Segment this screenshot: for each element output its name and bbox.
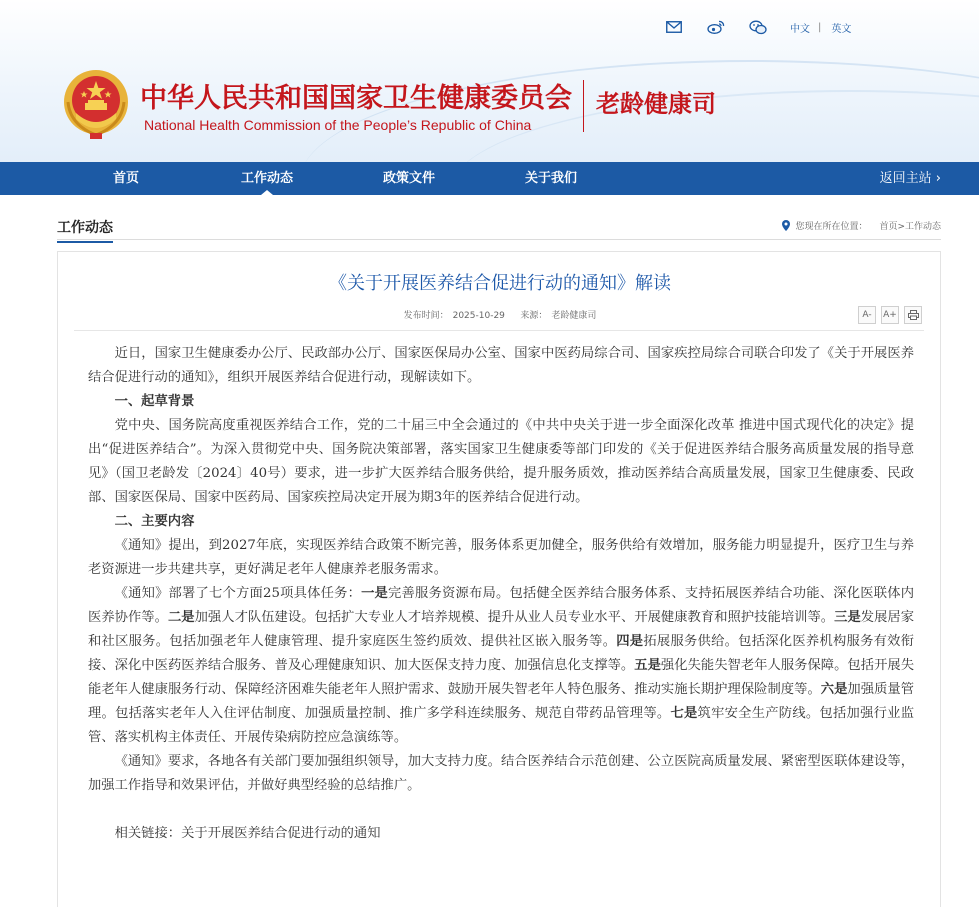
nav-about-us[interactable]: 关于我们 bbox=[525, 171, 578, 186]
task-text-5: 强化失能失智老年人服务保障。包括开展失能老年人健康服务行动、保障经济困难失能老年人照护需求、鼓励开展失智老年人特色服务、推动实施长期护理保险制度等。 bbox=[88, 658, 915, 697]
breadcrumb bbox=[782, 219, 941, 232]
printer-icon bbox=[908, 310, 919, 320]
paragraph-intro: 近日，国家卫生健康委办公厅、民政部办公厅、国家医保局办公室、国家中医药局综合司、国家疾控局综合司联合印发了《关于开展医养结合促进行动的通知》，组织开展医养结合促进行动，现解读如下。 bbox=[88, 346, 914, 385]
mail-icon[interactable] bbox=[664, 18, 684, 36]
article-panel bbox=[57, 251, 941, 907]
task-text-4: 拓展服务供给。包括深化医养机构服务有效衔接、深化中医药医养结合服务、普及心理健康知识、加大医保支持力度、加强信息化支撑等。 bbox=[88, 634, 915, 673]
publish-date: 2025-10-29 bbox=[452, 311, 505, 321]
task-key-5: 五是 bbox=[634, 658, 661, 673]
font-decrease-label: A- bbox=[862, 310, 872, 320]
return-main-site-link[interactable]: 返回主站 › bbox=[879, 171, 941, 186]
main-nav bbox=[0, 162, 979, 195]
paragraph-goals: 《通知》提出，到2027年底，实现医养结合政策不断完善，服务体系更加健全，服务供给有效增加，服务能力明显提升，医疗卫生与养老资源进一步共建共享，更好满足老年人健康养老服务需求。 bbox=[88, 538, 914, 577]
article-tools bbox=[853, 306, 922, 324]
section-title: 工作动态 bbox=[57, 217, 113, 243]
task-key-7: 七是 bbox=[670, 706, 698, 721]
breadcrumb-prefix: 您现在所在位置： bbox=[795, 222, 868, 232]
site-title-en: National Health Commission of the People’s Republic of China bbox=[144, 117, 532, 133]
task-key-3: 三是 bbox=[834, 610, 861, 625]
paragraph-background: 党中央、国务院高度重视医养结合工作，党的二十届三中全会通过的《中共中央关于进一步全面深化改革 推进中国式现代化的决定》提出“促进医养结合”。为深入贯彻党中央、国务院决策部署，落实国家卫生健康委等部门印发的《关于促进医养结合服务高质量发展的指导意见》（国卫老龄发〔2024〕40号）要求，进一步扩大医养结合服务供给，提升服务质效，推动医养结合高质量发展，国家卫生健康委、民政部、国家医保局、国家中医药局、国家疾控局决定开展为期3年的医养结合促进行动。 bbox=[88, 418, 914, 505]
section-divider bbox=[57, 239, 941, 240]
site-title[interactable]: 中华人民共和国国家卫生健康委员会 bbox=[140, 83, 572, 114]
article-divider bbox=[74, 330, 924, 331]
font-increase-label: A+ bbox=[883, 310, 897, 320]
related-label: 相关链接： bbox=[114, 826, 182, 841]
article-meta bbox=[58, 308, 942, 321]
heading-main-content: 二、主要内容 bbox=[114, 514, 195, 529]
task-text-2: 加强人才队伍建设。包括扩大专业人才培养规模、提升从业人员专业水平、开展健康教育和照护技能培训等。 bbox=[194, 610, 835, 625]
article-body bbox=[88, 342, 914, 846]
wechat-icon[interactable] bbox=[748, 18, 768, 36]
top-links bbox=[664, 18, 851, 36]
related-link[interactable]: 关于开展医养结合促进行动的通知 bbox=[181, 826, 381, 841]
task-key-6: 六是 bbox=[820, 682, 848, 697]
department-name[interactable]: 老龄健康司 bbox=[596, 89, 716, 118]
heading-background: 一、起草背景 bbox=[114, 394, 195, 409]
task-key-4: 四是 bbox=[616, 634, 644, 649]
lang-en-link[interactable]: 英文 bbox=[831, 23, 852, 35]
title-divider bbox=[583, 80, 584, 132]
source-label: 来源： bbox=[520, 311, 548, 321]
location-pin-icon bbox=[782, 220, 790, 231]
task-key-1: 一是 bbox=[361, 586, 389, 601]
publish-date-label: 发布时间： bbox=[403, 311, 449, 321]
nav-work-news[interactable]: 工作动态 bbox=[241, 162, 293, 195]
task-key-2: 二是 bbox=[167, 610, 195, 625]
national-emblem-icon[interactable] bbox=[60, 67, 132, 141]
task-text-7: 筑牢安全生产防线。包括加强行业监管、落实机构主体责任、开展传染病防控应急演练等。 bbox=[88, 706, 915, 745]
task-text-6: 加强质量管理。包括落实老年人入住评估制度、加强质量控制、推广多学科连续服务、规范自带药品管理等。 bbox=[88, 682, 915, 721]
nav-home[interactable]: 首页 bbox=[113, 171, 140, 186]
paragraph-tasks bbox=[88, 582, 914, 750]
lang-zh-link[interactable]: 中文 bbox=[790, 23, 810, 35]
font-decrease-button[interactable] bbox=[858, 306, 876, 324]
weibo-icon[interactable] bbox=[706, 18, 726, 36]
article-title: 《关于开展医养结合促进行动的通知》解读 bbox=[329, 273, 671, 294]
tasks-intro: 《通知》部署了七个方面25项具体任务： bbox=[114, 586, 362, 601]
task-text-1: 完善服务资源布局。包括健全医养结合服务体系、支持拓展医养结合功能、深化医联体内医养协作等。 bbox=[88, 586, 915, 625]
print-button[interactable] bbox=[904, 306, 922, 324]
lang-separator: | bbox=[818, 21, 822, 33]
source-value: 老龄健康司 bbox=[551, 311, 597, 321]
font-increase-button[interactable] bbox=[881, 306, 899, 324]
related-links bbox=[88, 822, 914, 846]
breadcrumb-path[interactable]: 首页>工作动态 bbox=[879, 222, 941, 232]
paragraph-requirements: 《通知》要求，各地各有关部门要加强组织领导，加大支持力度。结合医养结合示范创建、公立医院高质量发展、紧密型医联体建设等，加强工作指导和效果评估，并做好典型经验的总结推广。 bbox=[88, 754, 914, 793]
task-text-3: 发展居家和社区服务。包括加强老年人健康管理、提升家庭医生签约质效、提供社区嵌入服务等。 bbox=[88, 610, 915, 649]
nav-policy-docs[interactable]: 政策文件 bbox=[383, 171, 436, 186]
